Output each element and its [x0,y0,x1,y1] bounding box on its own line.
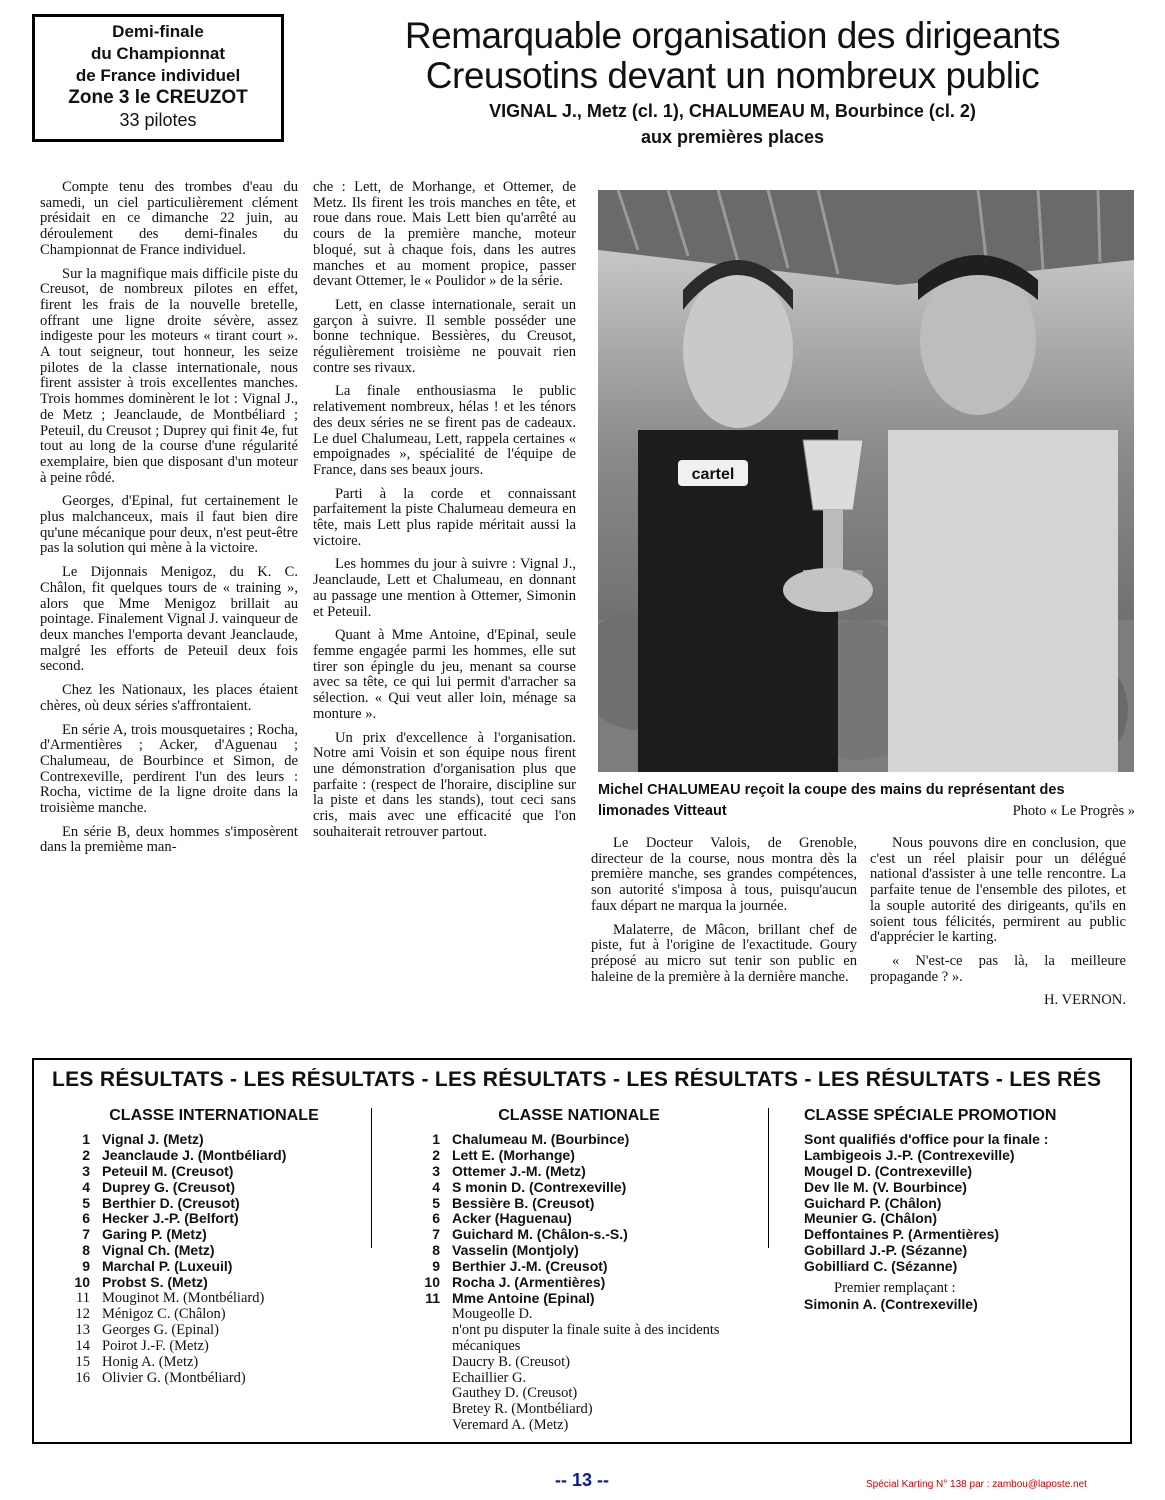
article-column-2 [313,180,576,848]
result-name: Honig A. (Metz) [102,1353,199,1370]
result-rank: 4 [432,1178,440,1195]
result-row [64,1355,364,1371]
result-rank: 10 [424,1274,440,1291]
result-rank: 9 [82,1258,90,1275]
result-rank [414,1307,452,1323]
result-row [414,1132,744,1148]
result-name: Berthier D. (Creusot) [102,1194,240,1211]
result-rank: 5 [432,1194,440,1211]
result-row [64,1211,364,1227]
award-photo [598,190,1134,772]
result-rank: 11 [76,1289,90,1306]
paragraph: Le Dijonnais Menigoz, du K. C. Châlon, fit quelques tours de « training », alors que Mme Menigoz brillait au pointage. Finalement Vignal J. vainqueur de deux manches l'emporta devant Jeanclaude, malgré les efforts de Peteuil deux fois second. [40,564,298,675]
result-name: Lett E. (Morhange) [452,1146,575,1163]
result-name: Probst S. (Metz) [102,1274,208,1291]
result-rank: 6 [82,1210,90,1227]
result-name: Hecker J.-P. (Belfort) [102,1210,239,1227]
results-promotion [804,1108,1104,1313]
result-rank: 10 [74,1274,90,1291]
result-name: Jeanclaude J. (Montbéliard) [102,1146,287,1163]
result-name: Gobillard J.-P. (Sézanne) [804,1242,968,1259]
result-rank: 8 [432,1242,440,1259]
paragraph: Le Docteur Valois, de Grenoble, directeur de la course, nous montra dès la première manche, ses grandes compétences, son autorité s'imposa à tous, puisqu'aucun faux départ ne marqua la journée. [591,835,857,914]
result-rank: 9 [432,1258,440,1275]
result-name: Bretey R. (Montbéliard) [452,1401,593,1418]
result-row [414,1180,744,1196]
result-name: Poirot J.-F. (Metz) [102,1337,209,1354]
result-name: Veremard A. (Metz) [452,1417,569,1434]
paragraph: Parti à la corde et connaissant parfaitement la piste Chalumeau demeura en tête, mais Lett plus rapide méritait aussi la victoire. [313,485,576,549]
results-list [414,1132,744,1323]
result-name: Deffontaines P. (Armentières) [804,1226,1000,1243]
result-name: Vignal J. (Metz) [102,1130,204,1147]
result-row [64,1307,364,1323]
results-list [804,1148,1104,1275]
result-name: Gauthey D. (Creusot) [452,1385,578,1402]
event-line-3: de France individuel [75,66,241,85]
paragraph: Lett, en classe internationale, serait un garçon à suivre. Il semble posséder une bonne technique. Bessières, du Creusot, régulièrement troisième ne pouvait rien contre ses rivaux. [313,296,576,376]
subheadline-1: VIGNAL J., Metz (cl. 1), CHALUMEAU M, Bourbince (cl. 2) [489,101,976,121]
result-row [64,1323,364,1339]
result-rank: 3 [432,1162,440,1179]
paragraph: Georges, d'Epinal, fut certainement le plus malchanceux, mais il faut bien dire qu'une mécanique pour deux, n'est peut-être pas la solution qui mène à la victoire. [40,493,298,557]
paragraph: Quant à Mme Antoine, d'Epinal, seule femme engagée parmi les hommes, elle sut tirer son épingle du jeu, menant sa course avec sa tête, ce qui lui permit d'arracher sa sélection. « Qui veut aller loin, ménage sa monture ». [313,627,576,722]
paragraph: Sur la magnifique mais difficile piste du Creusot, de nombreux pilotes en effet, firent les frais de la nouvelle bretelle, offrant une ligne droite sévère, assez indigeste pour les moteurs « tirant court ». A tout seigneur, tout honneur, les seize pilotes de la classe internationale, nous firent assister à trois excellentes manches. Trois hommes dominèrent le lot : Vignal J., de Metz ; Jeanclaude, de Montbéliard ; Peteuil, du Creusot ; Duprey qui finit 4e, fut tout au long de la course d'une régularité exemplaire, bien que disposant d'un moteur à peine rôdé. [40,265,298,486]
result-row [64,1132,364,1148]
results-title: CLASSE SPÉCIALE PROMOTION [804,1107,1057,1124]
result-row [414,1291,744,1307]
result-row [64,1227,364,1243]
result-rank: 3 [82,1162,90,1179]
result-row [64,1243,364,1259]
result-name: Garing P. (Metz) [102,1226,207,1243]
shirt-text: cartel [691,466,735,483]
divider [768,1108,769,1248]
replacement-name: Simonin A. (Contrexeville) [804,1295,978,1312]
paragraph: En série A, trois mousquetaires ; Rocha, d'Armentières ; Acker, d'Aguenau ; Chalumeau, de Bourbince et Simon, de Contrexeville, perdirent l'un des leurs : Rocha, victime de la ligne droite dans la troisième manche. [40,721,298,817]
result-name: Peteuil M. (Creusot) [102,1162,234,1179]
paragraph: Compte tenu des trombes d'eau du samedi, un ciel particulièrement clément présidait en ce dimanche 22 juin, au déroulement des demi-finales du Championnat de France individuel. [40,179,298,258]
signature: H. VERNON. [1043,992,1126,1009]
result-row [64,1164,364,1180]
result-row [64,1339,364,1355]
footer-credit: Spécial Karting N° 138 par : zambou@laposte.net [866,1479,1087,1490]
paragraph: che : Lett, de Morhange, et Ottemer, de Metz. Ils firent les trois manches en tête, et roue dans roue. Mais Lett bien qu'arrêté au cours de la première manche, moteur bloqué, sut à chaque fois, dans les autres manches et au moment propice, passer devant Ottemer, le « Poulidor » de la série. [313,179,576,290]
result-rank: 11 [425,1289,440,1306]
result-name: Berthier J.-M. (Creusot) [452,1258,608,1275]
results-title: CLASSE NATIONALE [498,1107,660,1124]
headline [310,16,1155,148]
results-nationale [414,1108,744,1434]
results-intro: Sont qualifiés d'office pour la finale : [804,1130,1049,1147]
result-name: Ottemer J.-M. (Metz) [452,1162,586,1179]
result-row [414,1259,744,1275]
result-rank: 1 [432,1130,440,1147]
result-name: Bessière B. (Creusot) [452,1194,595,1211]
result-row [414,1275,744,1291]
event-pilots: 33 pilotes [119,110,197,130]
result-rank: 7 [432,1226,440,1243]
result-row [414,1307,744,1323]
event-line-1: Demi-finale [112,22,204,41]
paragraph: Les hommes du jour à suivre : Vignal J., Jeanclaude, Lett et Chalumeau, en donnant au passage une mention à Ottemer, Simonin et Peteuil. [313,556,576,620]
result-rank: 6 [432,1210,440,1227]
headline-line-1: Remarquable organisation des dirigeants [404,15,1061,56]
result-rank: 1 [82,1130,90,1147]
paragraph: Nous pouvons dire en conclusion, que c'est un réel plaisir pour un délégué national d'assister à une telle rencontre. La parfaite tenue de l'ensemble des pilotes, et la souple autorité des dirigeants, qu'ils en soient tous félicités, permirent au public d'apprécier le karting. [870,835,1126,946]
paragraph: Chez les Nationaux, les places étaient chères, où deux séries s'affrontaient. [40,682,298,714]
result-row [64,1371,364,1387]
event-box [32,14,284,142]
result-row [64,1148,364,1164]
result-row [414,1148,744,1164]
page-number: -- 13 -- [555,1470,609,1490]
result-name: Vasselin (Montjoly) [452,1242,579,1259]
result-name: Mougel D. (Contrexeville) [804,1162,973,1179]
results-title: CLASSE INTERNATIONALE [109,1107,319,1124]
results-others [414,1355,744,1435]
paragraph: Malaterre, de Mâcon, brillant chef de piste, fut à l'origine de l'exactitude. Goury préposé au micro sut tenir son public en haleine de la première à la dernière manche. [591,921,857,985]
results-list [64,1132,364,1387]
result-row [414,1227,744,1243]
result-row [64,1291,364,1307]
article-column-4 [870,836,1126,1009]
result-name: Ménigoz C. (Châlon) [102,1305,226,1322]
result-name: Gobilliard C. (Sézanne) [804,1258,958,1275]
event-line-2: du Championnat [90,44,226,63]
article-column-1 [40,180,298,864]
results-note: n'ont pu disputer la finale suite à des incidents mécaniques [452,1321,720,1354]
result-name: Daucry B. (Creusot) [452,1353,570,1370]
result-rank: 13 [75,1321,90,1338]
headline-line-2: Creusotins devant un nombreux public [425,55,1040,96]
result-name: Echaillier G. [452,1369,527,1386]
result-name: Vignal Ch. (Metz) [102,1242,215,1259]
paragraph: En série B, deux hommes s'imposèrent dans la premième man- [40,823,298,856]
result-name: Mme Antoine (Epinal) [452,1289,595,1306]
result-rank: 2 [82,1146,90,1163]
subheadline-2: aux premières places [640,127,825,147]
result-rank: 14 [75,1337,90,1354]
paragraph: « N'est-ce pas là, la meilleure propagande ? ». [870,952,1126,985]
result-rank: 8 [82,1242,90,1259]
result-name: Mougeolle D. [452,1305,533,1322]
divider [371,1108,372,1248]
replacement-label: Premier remplaçant : [834,1280,956,1297]
results-banner: LES RÉSULTATS - LES RÉSULTATS - LES RÉSULTATS - LES RÉSULTATS - LES RÉSULTATS - LES RÉS [52,1068,1102,1091]
result-name: Guichard P. (Châlon) [804,1194,942,1211]
result-name: Chalumeau M. (Bourbince) [452,1130,630,1147]
result-row [414,1164,744,1180]
paragraph: La finale enthousiasma le public relativement nombreux, hélas ! et les ténors des deux séries ne se firent pas de cadeaux. Le duel Chalumeau, Lett, rappela certaines « empoignades », spécialité de l'équipe de France, dans ses beaux jours. [313,383,576,478]
result-rank: 4 [82,1178,90,1195]
result-row [64,1196,364,1212]
results-box [32,1058,1132,1444]
result-name: Duprey G. (Creusot) [102,1178,236,1195]
result-name: Guichard M. (Châlon-s.-S.) [452,1226,628,1243]
result-rank: 12 [75,1305,90,1322]
photo-caption: Michel CHALUMEAU reçoit la coupe des mains du représentant des limonades Vitteaut [598,782,1065,819]
results-internationale [64,1108,364,1386]
result-rank: 16 [75,1369,90,1386]
result-row [414,1196,744,1212]
result-name: Meunier G. (Châlon) [804,1210,937,1227]
result-name: Olivier G. (Montbéliard) [102,1369,246,1386]
article-column-3 [591,836,857,993]
result-row [64,1259,364,1275]
result-name: Mouginot M. (Montbéliard) [102,1289,265,1306]
result-row [64,1180,364,1196]
result-name: Georges G. (Epinal) [102,1321,219,1338]
result-row [414,1243,744,1259]
result-row [64,1275,364,1291]
result-name: Rocha J. (Armentières) [452,1274,606,1291]
result-rank: 7 [82,1226,90,1243]
paragraph: Un prix d'excellence à l'organisation. Notre ami Voisin et son équipe nous firent une démonstration d'organisation plus que parfaite : (respect de l'horaire, discipline sur la piste et dans les stands), tout ceci sans cris, mais avec une efficacité que l'on souhaiterait retrouver partout. [313,729,576,840]
result-rank: 2 [432,1146,440,1163]
result-name: Marchal P. (Luxeuil) [102,1258,233,1275]
result-name: S monin D. (Contrexeville) [452,1178,627,1195]
result-rank: 5 [82,1194,90,1211]
result-name: Dev lle M. (V. Bourbince) [804,1178,967,1195]
photo-credit: Photo « Le Progrès » [1012,803,1135,819]
result-name: Acker (Haguenau) [452,1210,572,1227]
event-zone: Zone 3 le CREUZOT [68,87,248,108]
result-rank: 15 [75,1353,90,1370]
result-row [414,1211,744,1227]
result-name: Lambigeois J.-P. (Contrexeville) [804,1146,1015,1163]
photo-illustration [598,190,1134,772]
